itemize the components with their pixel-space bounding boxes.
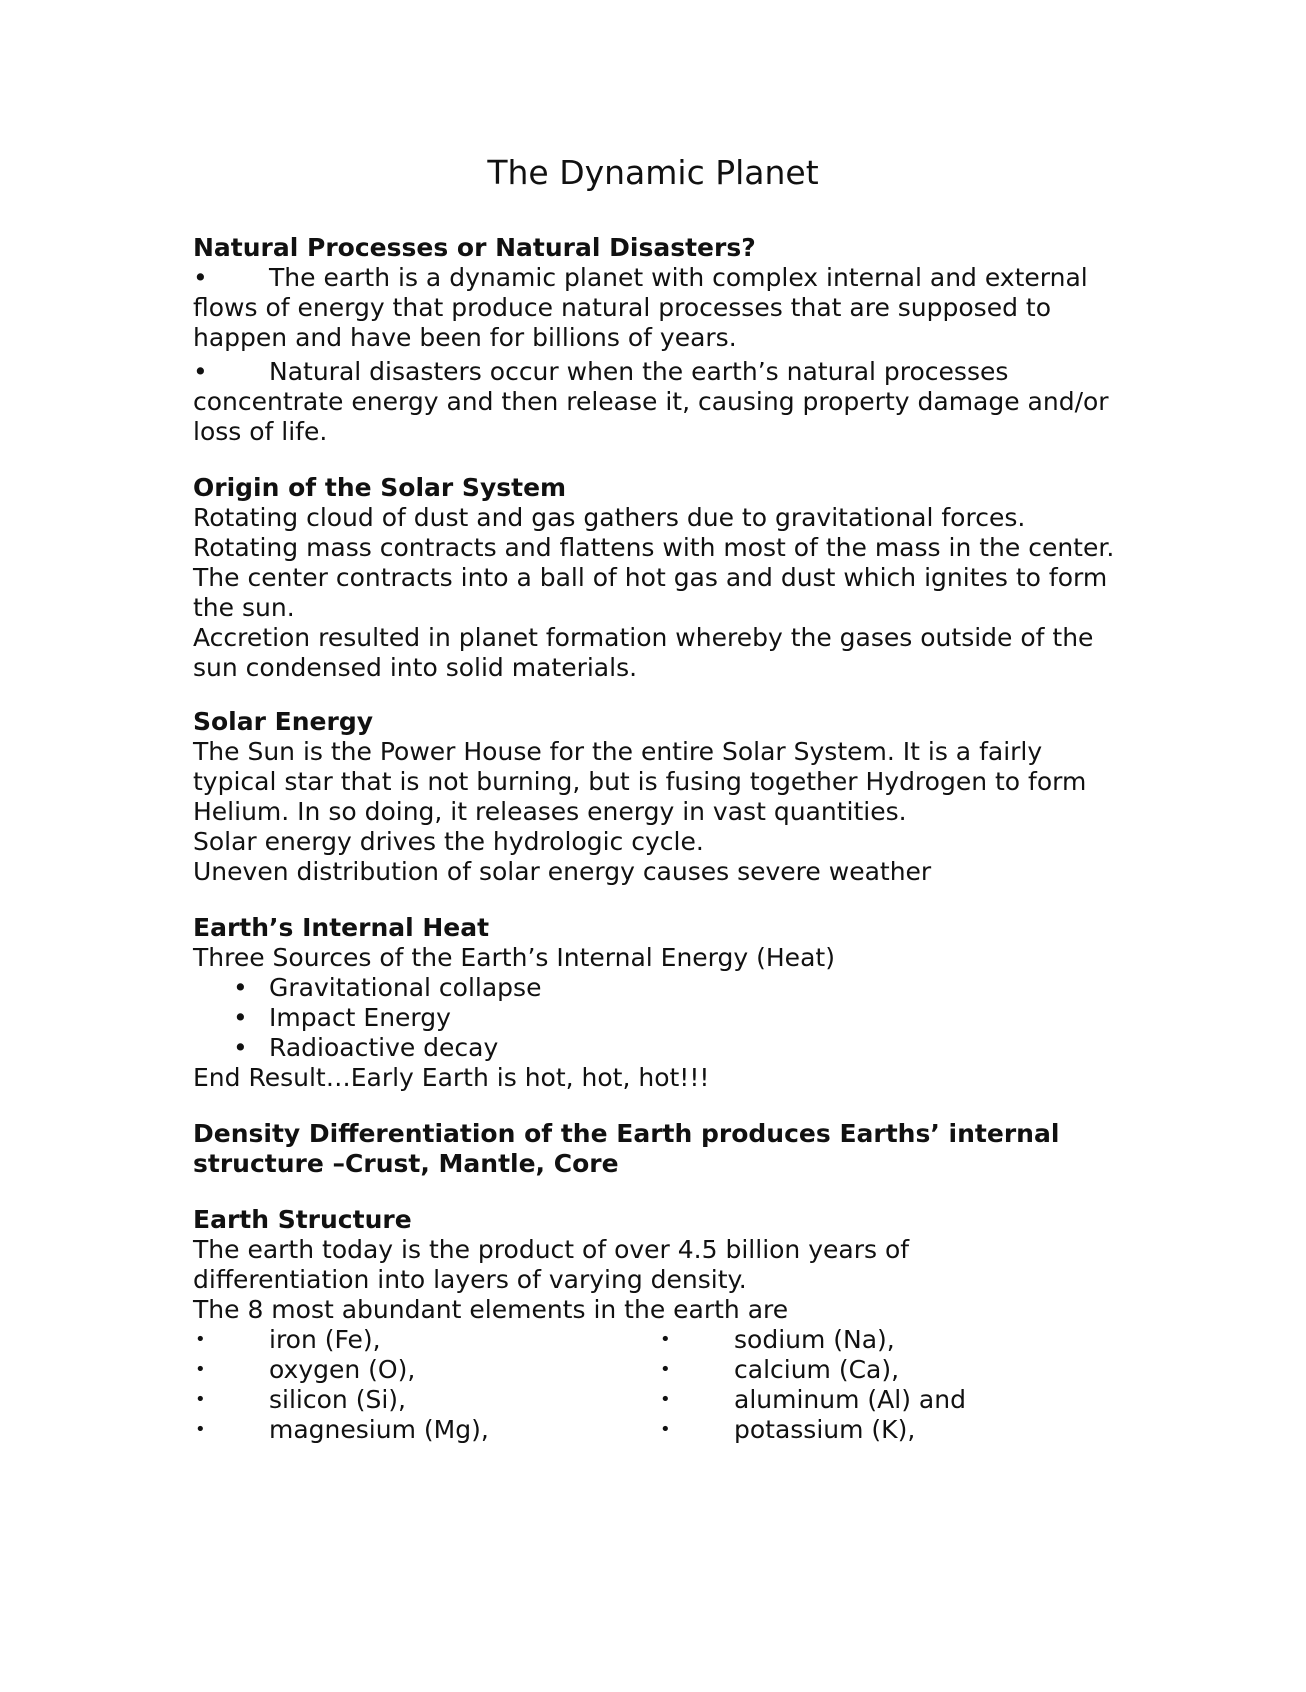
bullet-text: Natural disasters occur when the earth’s natural processes concentrate energy and then release it, causing property damage and/or loss of life. bbox=[193, 357, 1109, 446]
paragraph: The 8 most abundant elements in the earth are bbox=[193, 1295, 789, 1324]
bullet-icon: • bbox=[195, 1389, 206, 1410]
list-item: • Gravitational collapse bbox=[233, 973, 542, 1002]
paragraph: Rotating mass contracts and flattens with most of the mass in the center. bbox=[193, 533, 1115, 562]
paragraph: End Result…Early Earth is hot, hot, hot!!! bbox=[193, 1063, 710, 1092]
list-item: • Impact Energy bbox=[233, 1003, 451, 1032]
list-item: • magnesium (Mg), bbox=[195, 1415, 489, 1444]
list-item: • potassium (K), bbox=[660, 1415, 916, 1444]
paragraph: Rotating cloud of dust and gas gathers due to gravitational forces. bbox=[193, 503, 1026, 532]
bullet-icon: • bbox=[233, 1033, 248, 1062]
bullet-icon: • bbox=[660, 1389, 671, 1410]
heading-internal-heat: Earth’s Internal Heat bbox=[193, 913, 490, 942]
heading-earth-structure: Earth Structure bbox=[193, 1205, 412, 1234]
elements-column-left bbox=[193, 1325, 658, 1445]
bullet-icon: • bbox=[195, 1419, 206, 1440]
bullet-icon: • bbox=[193, 263, 208, 292]
bullet-icon: • bbox=[660, 1329, 671, 1350]
paragraph: The center contracts into a ball of hot gas and dust which ignites to form the sun. bbox=[193, 563, 1108, 622]
bullet-icon: • bbox=[193, 357, 208, 386]
bullet-icon: • bbox=[195, 1329, 206, 1350]
page-title: The Dynamic Planet bbox=[487, 153, 819, 192]
list-item: • calcium (Ca), bbox=[660, 1355, 900, 1384]
bullet-icon: • bbox=[233, 1003, 248, 1032]
paragraph: Accretion resulted in planet formation whereby the gases outside of the sun condensed into solid materials. bbox=[193, 623, 1094, 682]
bullet-text: The earth is a dynamic planet with complex internal and external flows of energy that produce natural processes that are supposed to happen and have been for billions of years. bbox=[193, 263, 1088, 352]
paragraph: The Sun is the Power House for the entire Solar System. It is a fairly typical star that is not burning, but is fusing together Hydrogen to form Helium. In so doing, it releases energy in vast quantities. bbox=[193, 737, 1087, 826]
heading-natural-processes: Natural Processes or Natural Disasters? bbox=[193, 233, 756, 262]
heat-sources-list bbox=[193, 973, 1123, 1063]
paragraph: The earth today is the product of over 4.5 billion years of differentiation into layers of varying density. bbox=[193, 1235, 910, 1294]
bullet-icon: • bbox=[195, 1359, 206, 1380]
bullet-icon: • bbox=[660, 1419, 671, 1440]
paragraph: Uneven distribution of solar energy causes severe weather bbox=[193, 857, 932, 886]
bullet-paragraph bbox=[193, 357, 1123, 447]
list-item: • iron (Fe), bbox=[195, 1325, 381, 1354]
bullet-paragraph bbox=[193, 263, 1123, 353]
paragraph: Three Sources of the Earth’s Internal Energy (Heat) bbox=[193, 943, 835, 972]
elements-list bbox=[193, 1325, 1123, 1445]
list-item: • sodium (Na), bbox=[660, 1325, 895, 1354]
heading-solar-energy: Solar Energy bbox=[193, 707, 374, 736]
elements-column-right bbox=[658, 1325, 1123, 1445]
list-item: • silicon (Si), bbox=[195, 1385, 406, 1414]
list-item: • oxygen (O), bbox=[195, 1355, 416, 1384]
document-body bbox=[193, 233, 1123, 1445]
bullet-icon: • bbox=[660, 1359, 671, 1380]
bullet-icon: • bbox=[233, 973, 248, 1002]
heading-density-differentiation: Density Differentiation of the Earth produces Earths’ internal structure –Crust, Mantle, Core bbox=[193, 1119, 1060, 1178]
heading-origin-solar-system: Origin of the Solar System bbox=[193, 473, 567, 502]
list-item: • Radioactive decay bbox=[233, 1033, 499, 1062]
paragraph: Solar energy drives the hydrologic cycle. bbox=[193, 827, 704, 856]
list-item: • aluminum (Al) and bbox=[660, 1385, 966, 1414]
